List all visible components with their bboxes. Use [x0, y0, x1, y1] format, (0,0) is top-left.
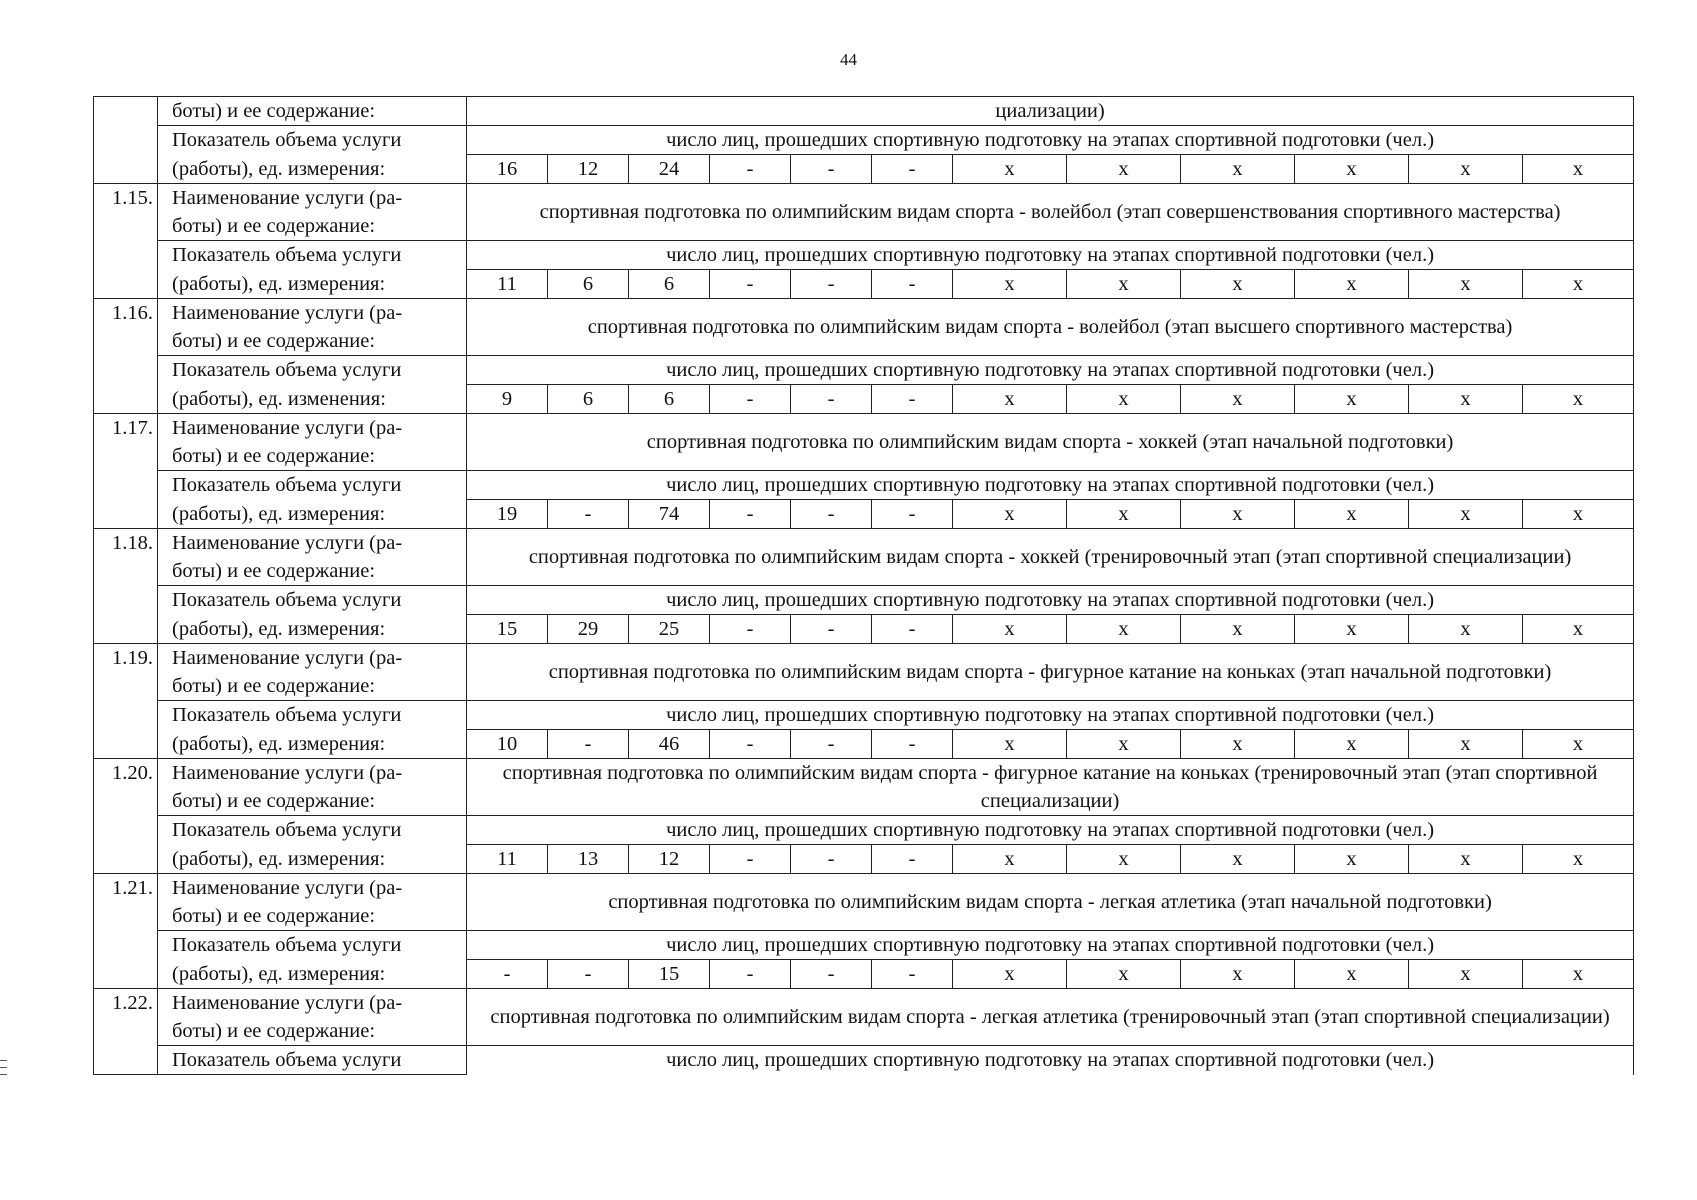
indicator-label: Показатель объема услуги: [158, 701, 467, 730]
value-cell: x: [1409, 960, 1523, 989]
value-cell: x: [1295, 155, 1409, 184]
table-row: [94, 414, 1634, 443]
table-row: [94, 471, 1634, 500]
name-label: боты) и ее содержание:: [158, 672, 467, 701]
name-label: Наименование услуги (ра-: [158, 874, 467, 903]
indicator-label: (работы), ед. измерения:: [158, 730, 467, 759]
value-cell: -: [872, 960, 953, 989]
name-label: боты) и ее содержание:: [158, 442, 467, 471]
value-cell: x: [1295, 730, 1409, 759]
value-cell: -: [791, 500, 872, 529]
value-cell: -: [710, 270, 791, 299]
value-cell: x: [1067, 155, 1181, 184]
row-number: 1.19.: [94, 644, 158, 759]
table-row: [94, 701, 1634, 730]
value-cell: x: [1409, 500, 1523, 529]
row-number: [94, 97, 158, 184]
value-cell: 16: [467, 155, 548, 184]
name-label: боты) и ее содержание:: [158, 1017, 467, 1046]
value-cell: x: [1181, 500, 1295, 529]
value-cell: -: [791, 615, 872, 644]
value-cell: x: [1181, 960, 1295, 989]
name-label: Наименование услуги (ра-: [158, 299, 467, 328]
value-cell: 6: [629, 385, 710, 414]
table-row: [94, 299, 1634, 328]
indicator-description: число лиц, прошедших спортивную подготовку на этапах спортивной подготовки (чел.): [467, 586, 1634, 615]
service-description: спортивная подготовка по олимпийским видам спорта - хоккей (тренировочный этап (этап спортивной специализации): [467, 529, 1634, 586]
indicator-description: число лиц, прошедших спортивную подготовку на этапах спортивной подготовки (чел.): [467, 701, 1634, 730]
row-number: 1.20.: [94, 759, 158, 874]
value-cell: x: [1409, 730, 1523, 759]
name-label: Наименование услуги (ра-: [158, 529, 467, 558]
value-cell: x: [1181, 270, 1295, 299]
value-cell: 19: [467, 500, 548, 529]
indicator-label: (работы), ед. измерения:: [158, 155, 467, 184]
table-row: [94, 97, 1634, 126]
value-cell: x: [1295, 615, 1409, 644]
value-cell: -: [548, 730, 629, 759]
value-cell: x: [1523, 155, 1634, 184]
row-number: 1.21.: [94, 874, 158, 989]
value-cell: x: [953, 730, 1067, 759]
indicator-label: Показатель объема услуги: [158, 241, 467, 270]
value-cell: x: [1409, 385, 1523, 414]
value-cell: x: [1295, 960, 1409, 989]
value-cell: x: [1295, 845, 1409, 874]
value-cell: -: [548, 960, 629, 989]
value-cell: 13: [548, 845, 629, 874]
table-row: [94, 644, 1634, 673]
value-cell: x: [1181, 385, 1295, 414]
value-cell: 10: [467, 730, 548, 759]
value-cell: -: [710, 730, 791, 759]
value-cell: x: [1067, 845, 1181, 874]
table-row: [94, 529, 1634, 558]
name-label: Наименование услуги (ра-: [158, 989, 467, 1018]
value-cell: -: [548, 500, 629, 529]
table-row: [94, 1046, 1634, 1075]
name-label: боты) и ее содержание:: [158, 212, 467, 241]
service-description: спортивная подготовка по олимпийским видам спорта - легкая атлетика (этап начальной подготовки): [467, 874, 1634, 931]
value-cell: -: [791, 155, 872, 184]
page-number: 44: [840, 50, 857, 69]
value-cell: -: [872, 730, 953, 759]
indicator-label: Показатель объема услуги: [158, 126, 467, 155]
table-row: [94, 874, 1634, 903]
value-cell: x: [1523, 500, 1634, 529]
value-cell: x: [1067, 385, 1181, 414]
value-cell: x: [953, 845, 1067, 874]
table-row: [94, 960, 1634, 989]
value-cell: x: [1067, 270, 1181, 299]
value-cell: x: [1295, 385, 1409, 414]
value-cell: x: [1295, 500, 1409, 529]
table-row: [94, 989, 1634, 1018]
value-cell: 15: [629, 960, 710, 989]
indicator-description: число лиц, прошедших спортивную подготовку на этапах спортивной подготовки (чел.): [467, 471, 1634, 500]
value-cell: 11: [467, 845, 548, 874]
name-label: боты) и ее содержание:: [158, 902, 467, 931]
indicator-label: Показатель объема услуги: [158, 931, 467, 960]
value-cell: 46: [629, 730, 710, 759]
value-cell: x: [1409, 155, 1523, 184]
value-cell: 6: [629, 270, 710, 299]
name-label: боты) и ее содержание:: [158, 557, 467, 586]
value-cell: x: [1523, 270, 1634, 299]
value-cell: 6: [548, 385, 629, 414]
value-cell: x: [953, 500, 1067, 529]
table-row: [94, 270, 1634, 299]
value-cell: x: [1067, 960, 1181, 989]
indicator-description: число лиц, прошедших спортивную подготовку на этапах спортивной подготовки (чел.): [467, 126, 1634, 155]
value-cell: x: [1181, 615, 1295, 644]
table-row: [94, 385, 1634, 414]
services-table: [93, 96, 1634, 1075]
value-cell: -: [872, 270, 953, 299]
indicator-label: (работы), ед. измерения:: [158, 615, 467, 644]
value-cell: x: [1181, 845, 1295, 874]
value-cell: x: [1523, 385, 1634, 414]
value-cell: 12: [629, 845, 710, 874]
value-cell: -: [791, 845, 872, 874]
indicator-label: Показатель объема услуги: [158, 356, 467, 385]
value-cell: -: [791, 730, 872, 759]
value-cell: 74: [629, 500, 710, 529]
table-row: [94, 586, 1634, 615]
indicator-label: (работы), ед. измерения:: [158, 960, 467, 989]
value-cell: x: [1295, 270, 1409, 299]
value-cell: x: [1181, 730, 1295, 759]
indicator-description: число лиц, прошедших спортивную подготовку на этапах спортивной подготовки (чел.): [467, 816, 1634, 845]
table-row: [94, 845, 1634, 874]
value-cell: x: [953, 270, 1067, 299]
value-cell: x: [1067, 615, 1181, 644]
indicator-label: Показатель объема услуги: [158, 816, 467, 845]
name-label: боты) и ее содержание:: [158, 97, 467, 126]
indicator-label: (работы), ед. изменения:: [158, 385, 467, 414]
name-label: боты) и ее содержание:: [158, 327, 467, 356]
service-description: циализации): [467, 97, 1634, 126]
service-description: спортивная подготовка по олимпийским видам спорта - легкая атлетика (тренировочный этап (этап спортивной специализации): [467, 989, 1634, 1046]
service-description: спортивная подготовка по олимпийским видам спорта - фигурное катание на коньках (этап начальной подготовки): [467, 644, 1634, 701]
row-number: 1.17.: [94, 414, 158, 529]
value-cell: x: [1409, 615, 1523, 644]
value-cell: 6: [548, 270, 629, 299]
table-row: [94, 931, 1634, 960]
value-cell: -: [872, 615, 953, 644]
table-row: [94, 816, 1634, 845]
scan-edge-marks: [0, 1060, 8, 1081]
table-row: [94, 730, 1634, 759]
service-description: спортивная подготовка по олимпийским видам спорта - хоккей (этап начальной подготовки): [467, 414, 1634, 471]
indicator-label: (работы), ед. измерения:: [158, 500, 467, 529]
name-label: Наименование услуги (ра-: [158, 644, 467, 673]
value-cell: -: [710, 960, 791, 989]
table-row: [94, 155, 1634, 184]
value-cell: 29: [548, 615, 629, 644]
table-row: [94, 241, 1634, 270]
value-cell: x: [953, 155, 1067, 184]
value-cell: -: [710, 500, 791, 529]
value-cell: x: [1409, 270, 1523, 299]
indicator-description: число лиц, прошедших спортивную подготовку на этапах спортивной подготовки (чел.): [467, 356, 1634, 385]
indicator-description: число лиц, прошедших спортивную подготовку на этапах спортивной подготовки (чел.): [467, 931, 1634, 960]
name-label: Наименование услуги (ра-: [158, 759, 467, 788]
service-description: спортивная подготовка по олимпийским видам спорта - волейбол (этап высшего спортивного мастерства): [467, 299, 1634, 356]
indicator-label: Показатель объема услуги: [158, 471, 467, 500]
value-cell: -: [872, 385, 953, 414]
value-cell: 15: [467, 615, 548, 644]
value-cell: 11: [467, 270, 548, 299]
value-cell: x: [1409, 845, 1523, 874]
service-description: спортивная подготовка по олимпийским видам спорта - фигурное катание на коньках (тренировочный этап (этап спортивной специализации): [467, 759, 1634, 816]
row-number: 1.15.: [94, 184, 158, 299]
value-cell: -: [791, 960, 872, 989]
table-row: [94, 356, 1634, 385]
value-cell: x: [953, 960, 1067, 989]
value-cell: x: [953, 385, 1067, 414]
value-cell: -: [791, 385, 872, 414]
value-cell: x: [1523, 845, 1634, 874]
value-cell: x: [1523, 730, 1634, 759]
value-cell: -: [872, 845, 953, 874]
value-cell: x: [953, 615, 1067, 644]
value-cell: x: [1067, 500, 1181, 529]
indicator-description: число лиц, прошедших спортивную подготовку на этапах спортивной подготовки (чел.): [467, 1046, 1634, 1075]
value-cell: 12: [548, 155, 629, 184]
row-number: 1.22.: [94, 989, 158, 1075]
table-row: [94, 615, 1634, 644]
value-cell: x: [1181, 155, 1295, 184]
name-label: Наименование услуги (ра-: [158, 414, 467, 443]
name-label: боты) и ее содержание:: [158, 787, 467, 816]
value-cell: -: [791, 270, 872, 299]
value-cell: x: [1067, 730, 1181, 759]
value-cell: -: [872, 155, 953, 184]
row-number: 1.16.: [94, 299, 158, 414]
indicator-label: Показатель объема услуги: [158, 1046, 467, 1075]
value-cell: x: [1523, 960, 1634, 989]
value-cell: -: [872, 500, 953, 529]
table-row: [94, 759, 1634, 788]
indicator-label: (работы), ед. измерения:: [158, 270, 467, 299]
value-cell: -: [710, 385, 791, 414]
table-row: [94, 184, 1634, 213]
value-cell: -: [710, 615, 791, 644]
service-description: спортивная подготовка по олимпийским видам спорта - волейбол (этап совершенствования спортивного мастерства): [467, 184, 1634, 241]
row-number: 1.18.: [94, 529, 158, 644]
value-cell: -: [467, 960, 548, 989]
indicator-label: Показатель объема услуги: [158, 586, 467, 615]
value-cell: 9: [467, 385, 548, 414]
value-cell: x: [1523, 615, 1634, 644]
value-cell: 24: [629, 155, 710, 184]
value-cell: 25: [629, 615, 710, 644]
value-cell: -: [710, 155, 791, 184]
indicator-description: число лиц, прошедших спортивную подготовку на этапах спортивной подготовки (чел.): [467, 241, 1634, 270]
table-row: [94, 500, 1634, 529]
name-label: Наименование услуги (ра-: [158, 184, 467, 213]
value-cell: -: [710, 845, 791, 874]
table-row: [94, 126, 1634, 155]
indicator-label: (работы), ед. измерения:: [158, 845, 467, 874]
